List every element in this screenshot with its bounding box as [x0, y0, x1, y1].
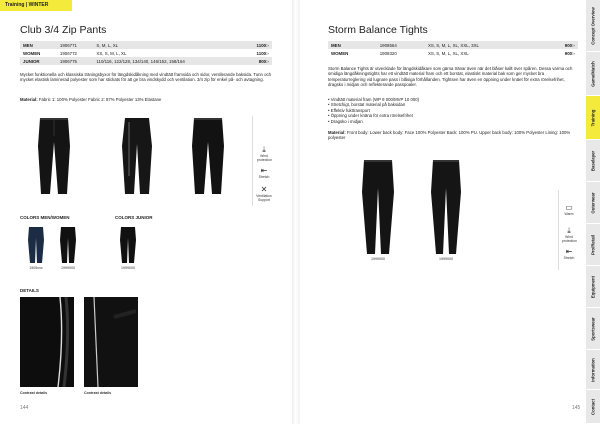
- tab-outerwear[interactable]: Outerwear: [586, 182, 600, 224]
- section-tabs: [586, 0, 600, 424]
- table-row: [328, 41, 578, 49]
- section-tag: Training | WINTER: [0, 0, 72, 11]
- table-cell: 1100:-: [256, 42, 269, 48]
- tab-contact[interactable]: Contact: [586, 390, 600, 424]
- page-number: 144: [20, 405, 29, 411]
- detail-photo-1: [20, 297, 74, 387]
- detail-caption: Contrast details: [20, 391, 48, 395]
- tab-baselayer[interactable]: Baselayer: [586, 140, 600, 182]
- table-cell: 1908564: [379, 42, 397, 48]
- detail-caption: Contrast details: [84, 391, 112, 395]
- table-cell: WOMEN: [23, 50, 41, 56]
- warm-icon: ▭ Warm: [564, 203, 574, 216]
- table-cell: MEN: [23, 42, 33, 48]
- list-item: • Vindtätt material fram (WP 8 000/MVP 10 000): [328, 97, 420, 102]
- tab-pro-retail[interactable]: Pro/Retail: [586, 224, 600, 266]
- table-cell: S, M, L, XL: [96, 42, 119, 48]
- product-code: 1999000: [439, 257, 453, 261]
- table-cell: XS, S, M, L, XL, XXL: [427, 50, 469, 56]
- material-label: Material:: [20, 97, 38, 102]
- feature-list: [328, 97, 578, 124]
- list-item: • Öppning under knäna för extra rörelsefrihet: [328, 113, 413, 119]
- table-cell: WOMEN: [331, 50, 349, 56]
- left-page: [0, 0, 292, 424]
- list-item: • Effektiv fukttransport: [328, 107, 370, 113]
- color-code: 1999000: [61, 266, 75, 270]
- wind-protection-icon: ⤓ Wind protection: [257, 145, 272, 162]
- product-image-front: [34, 116, 74, 196]
- color-code: 1905xxx: [29, 266, 43, 270]
- table-cell: MEN: [331, 42, 341, 48]
- table-cell: XS, S, M, L, XL: [96, 50, 127, 56]
- product-description: Mycket funktionella och klassiska träningsbyxor för längdskidåkning med vindtätt framsida och sidor, ventilerande baksida. Tunn och mycket elastisk laminerad polyester som har stickats för att ge bra vindskydd och ventilation. 3/4 zip för enkel på- och avtagning.: [20, 72, 272, 83]
- wind-protection-icon: ⤓ Wind protection: [562, 226, 577, 243]
- tab-equipment[interactable]: Equipment: [586, 266, 600, 308]
- product-title: Club 3/4 Zip Pants: [20, 24, 107, 36]
- product-image-back: [188, 116, 228, 196]
- product-code: 1999000: [371, 257, 385, 261]
- table-cell: 110/116, 122/128, 134/140, 146/152, 158/164: [96, 58, 185, 64]
- colors-junior-heading: COLORS JUNIOR: [115, 215, 153, 220]
- tab-game-match[interactable]: Game/Match: [586, 52, 600, 96]
- color-code: 1999000: [121, 266, 135, 270]
- table-cell: 800:-: [258, 58, 269, 64]
- right-page: [300, 0, 580, 424]
- table-row: [20, 57, 272, 65]
- list-item: • Stretchigt, borstat material på baksidan: [328, 102, 406, 108]
- detail-photo-2: [84, 297, 138, 387]
- stretch-icon: ⇤ Stretch: [258, 166, 270, 179]
- table-cell: 1908320: [379, 50, 397, 56]
- product-description: Storm Balance Tights är utvecklade för längdskidåkare som gärna tränar även när det blåser kallt över spåren. Dessa varma och smidiga längdåkningstights har ett vindtätt material fram och ett borstat, elastiskt material bak som ger mycket bra temperaturreglering vid lugnare pass i blåsiga förhållanden. Tightsen har även en öppning under knäet för extra rörelsefrihet, dragsko i midjan och reflekterande passpoaler.: [328, 66, 573, 88]
- tab-training[interactable]: Training: [586, 96, 600, 140]
- table-cell: XS, S, M, L, XL, XXL, 3XL: [427, 42, 479, 48]
- product-title: Storm Balance Tights: [328, 24, 428, 36]
- color-swatch-junior-black[interactable]: [118, 226, 138, 264]
- product-image-women: [424, 158, 468, 256]
- stretch-icon: ⇤ Stretch: [563, 247, 575, 260]
- table-cell: JUNIOR: [23, 58, 40, 64]
- table-row: [328, 49, 578, 57]
- icon-divider: [558, 190, 559, 270]
- material-text: Fabric 1: 100% Polyester Fabric 2: 87% Polyester 13% Elastane: [38, 97, 162, 102]
- product-material: [20, 97, 272, 102]
- table-cell: 1100:-: [256, 50, 269, 56]
- table-cell: 1906771: [59, 42, 77, 48]
- table-cell: 900:-: [564, 50, 575, 56]
- product-image-men: [356, 158, 400, 256]
- icon-divider: [252, 116, 253, 206]
- tab-concept-overview[interactable]: Concept Overview: [586, 0, 600, 52]
- product-table: [20, 41, 272, 65]
- table-row: [20, 49, 272, 57]
- ventilation-icon: ✕ Ventilation Support: [256, 185, 272, 202]
- table-cell: 1906775: [59, 58, 77, 64]
- material-text: Front body: Lower back body: Face 100% Polyester Back: 100% PU. Upper back body: 100% Polyester Lining: 100% polyester: [328, 130, 571, 141]
- product-table: [328, 41, 578, 57]
- colors-men-women-heading: COLORS MEN/WOMEN: [20, 215, 70, 220]
- table-row: [20, 41, 272, 49]
- color-swatch-black[interactable]: [58, 226, 78, 264]
- page-gutter: [292, 0, 300, 424]
- list-item: • Dragsko i midjan: [328, 118, 363, 124]
- product-image-side: [117, 116, 157, 196]
- tab-information[interactable]: Information: [586, 350, 600, 390]
- details-heading: DETAILS: [20, 288, 39, 293]
- table-cell: 1906772: [59, 50, 77, 56]
- tab-sportswear[interactable]: Sportswear: [586, 308, 600, 350]
- page-number: 145: [572, 405, 581, 411]
- product-material: [328, 130, 578, 141]
- table-cell: 900:-: [564, 42, 575, 48]
- color-swatch-navy[interactable]: [26, 226, 46, 264]
- material-label: Material:: [328, 130, 346, 135]
